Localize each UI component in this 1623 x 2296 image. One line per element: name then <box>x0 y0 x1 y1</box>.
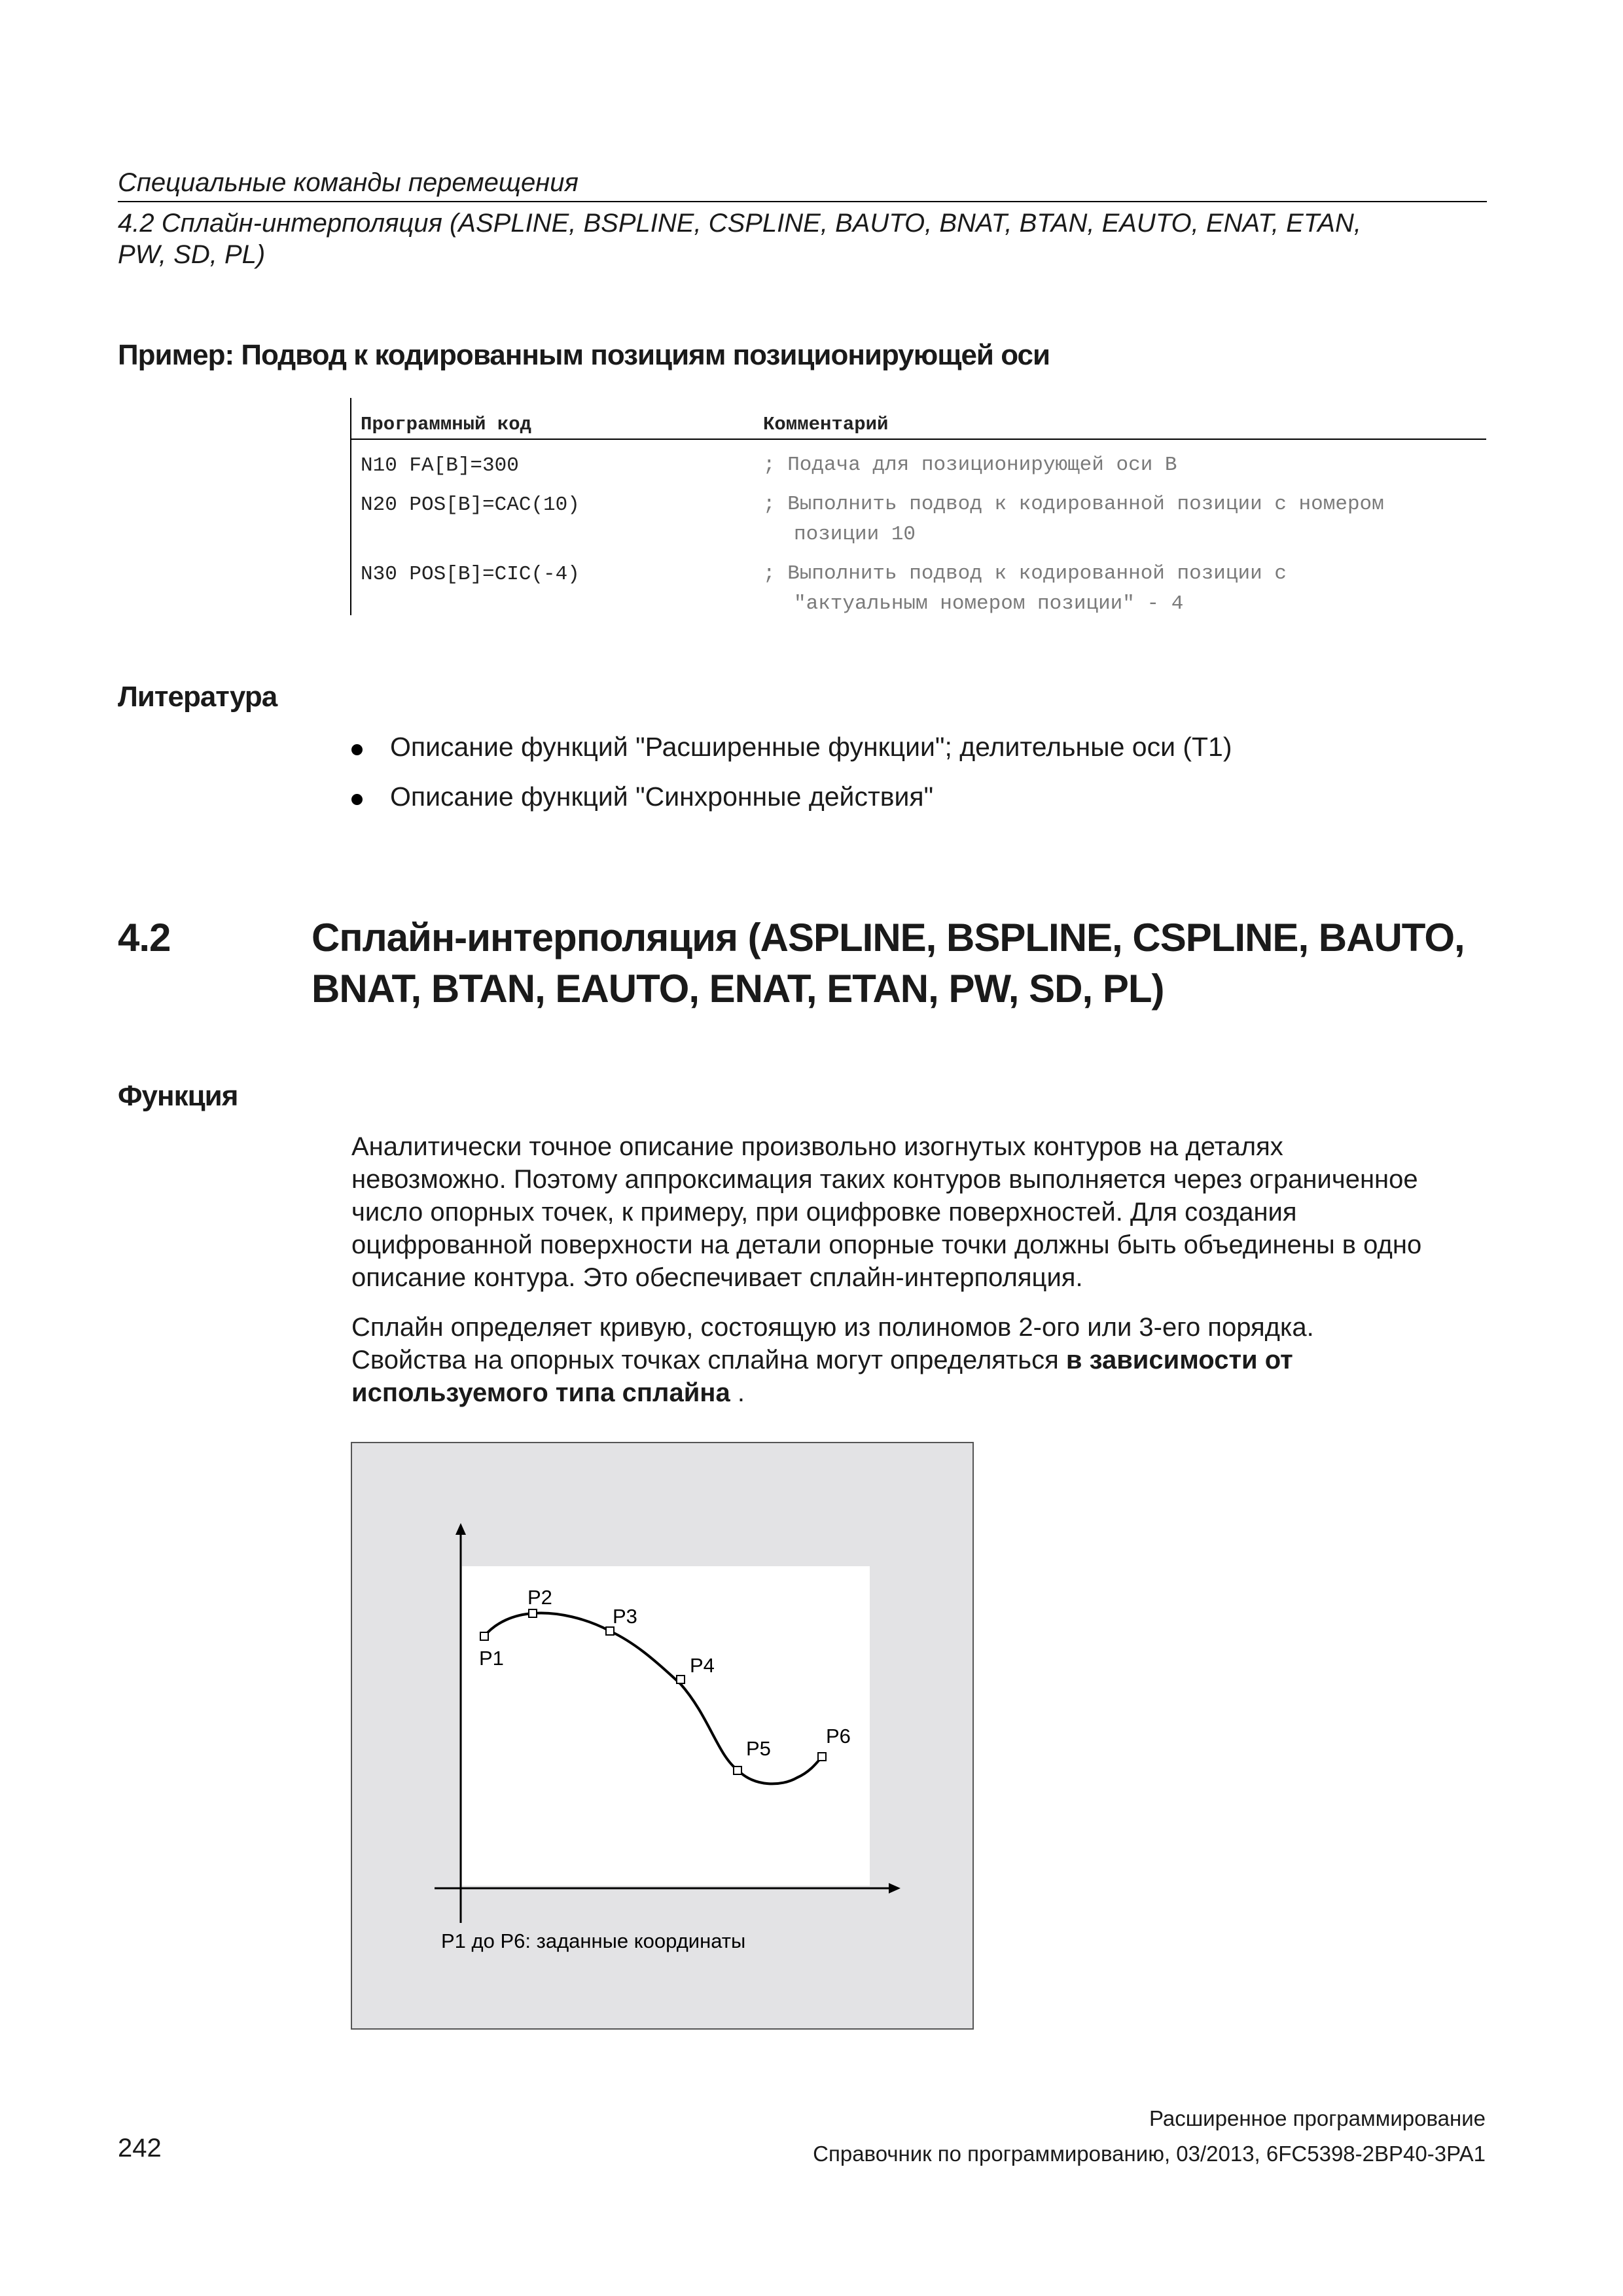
text-plain: . <box>730 1378 745 1407</box>
header-rule <box>118 201 1487 202</box>
running-header-section-cont: PW, SD, PL) <box>118 240 266 269</box>
code-comment-cont: "актуальным номером позиции" - 4 <box>794 592 1184 615</box>
function-paragraph-1 <box>351 1130 1490 1294</box>
text-plain: Свойства на опорных точках сплайна могут определяться <box>351 1346 1066 1374</box>
text-line: описание контура. Это обеспечивает сплайн-интерполяция. <box>351 1263 1083 1292</box>
point-marker <box>677 1676 685 1683</box>
point-label: P1 <box>479 1647 504 1670</box>
list-item-text: Описание функций "Расширенные функции"; делительные оси (T1) <box>390 732 1232 762</box>
code-line: N10 FA[B]=300 <box>361 454 519 477</box>
function-paragraph-2 <box>351 1311 1490 1409</box>
figure-caption: P1 до P6: заданные координаты <box>441 1929 746 1952</box>
point-marker <box>818 1753 826 1761</box>
point-marker <box>606 1627 614 1635</box>
spline-figure <box>351 1442 974 2030</box>
bullet-icon <box>351 744 363 755</box>
point-marker <box>480 1632 488 1640</box>
code-comment: ; Выполнить подвод к кодированной позиции с <box>763 562 1287 585</box>
section-number: 4.2 <box>118 916 171 960</box>
point-label: P6 <box>826 1725 851 1748</box>
example-heading: Пример: Подвод к кодированным позициям позиционирующей оси <box>118 339 1050 371</box>
text-line: оцифрованной поверхности на детали опорные точки должны быть объединены в одно <box>351 1230 1422 1259</box>
function-heading: Функция <box>118 1080 238 1112</box>
point-label: P4 <box>690 1654 715 1677</box>
text-line: Аналитически точное описание произвольно изогнутых контуров на деталях <box>351 1132 1283 1161</box>
list-item-text: Описание функций "Синхронные действия" <box>390 781 934 812</box>
table-header-comment: Комментарий <box>763 414 889 435</box>
point-label: P2 <box>527 1586 552 1609</box>
footer-document-title: Расширенное программирование <box>1149 2106 1486 2130</box>
text-line <box>351 1376 1490 1409</box>
literature-heading: Литература <box>118 681 277 713</box>
point-marker <box>734 1767 741 1774</box>
text-line: число опорных точек, к примеру, при оцифровке поверхностей. Для создания <box>351 1198 1297 1227</box>
point-label: P5 <box>746 1737 771 1760</box>
code-comment: ; Выполнить подвод к кодированной позиции с номером <box>763 493 1384 516</box>
text-line: невозможно. Поэтому аппроксимация таких контуров выполняется через ограниченное <box>351 1165 1418 1194</box>
code-line: N20 POS[B]=CAC(10) <box>361 493 580 516</box>
footer-document-reference: Справочник по программированию, 03/2013, 6FC5398-2BP40-3PA1 <box>813 2142 1486 2166</box>
point-marker <box>529 1609 537 1617</box>
page-number: 242 <box>118 2134 162 2162</box>
running-header-chapter: Специальные команды перемещения <box>118 168 579 197</box>
section-title-cont: BNAT, BTAN, EAUTO, ENAT, ETAN, PW, SD, PL) <box>312 967 1164 1011</box>
bullet-icon <box>351 794 363 805</box>
section-title: Сплайн-интерполяция (ASPLINE, BSPLINE, CSPLINE, BAUTO, <box>312 916 1465 960</box>
text-line <box>351 1344 1490 1376</box>
code-comment: ; Подача для позиционирующей оси B <box>763 454 1177 476</box>
running-header-section: 4.2 Сплайн-интерполяция (ASPLINE, BSPLINE, CSPLINE, BAUTO, BNAT, BTAN, EAUTO, ENAT, ETAN, <box>118 209 1361 238</box>
link-text-bold: используемого типа сплайна <box>351 1378 730 1407</box>
table-header-code: Программный код <box>361 414 532 435</box>
text-line: Сплайн определяет кривую, состоящую из полиномов 2-ого или 3-его порядка. <box>351 1313 1314 1342</box>
point-label: P3 <box>613 1605 637 1628</box>
table-left-border <box>350 398 351 615</box>
code-line: N30 POS[B]=CIC(-4) <box>361 563 580 586</box>
code-comment-cont: позиции 10 <box>794 523 916 546</box>
link-text-bold: в зависимости от <box>1065 1346 1293 1374</box>
table-header-rule <box>351 439 1486 440</box>
